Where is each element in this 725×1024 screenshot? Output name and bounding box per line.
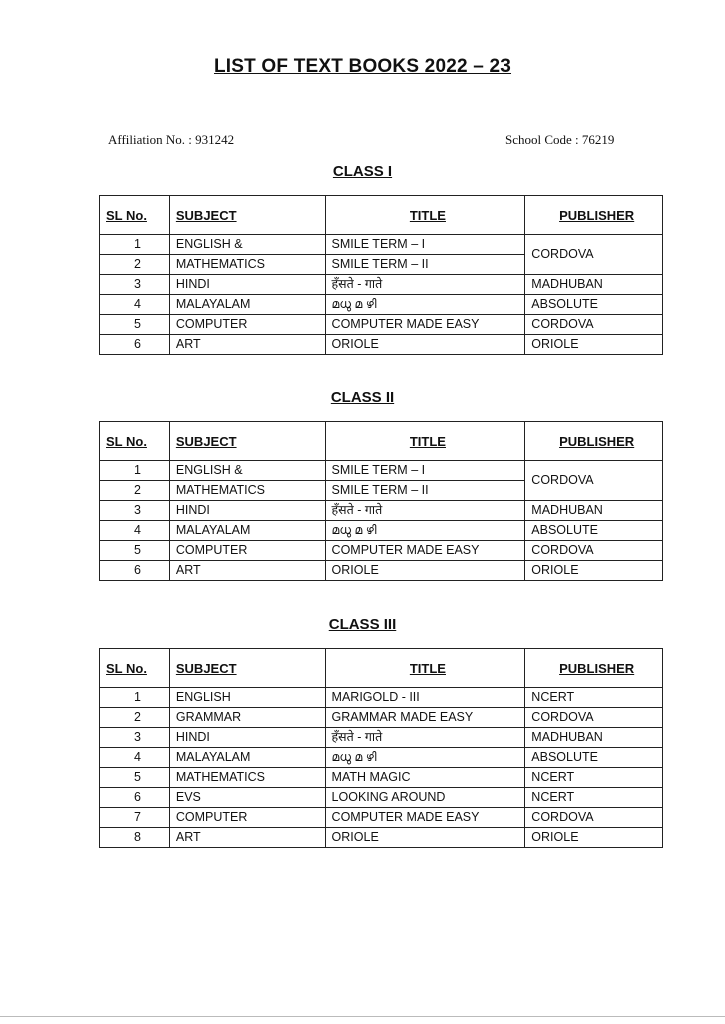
table-row	[100, 728, 663, 748]
class-3-heading: CLASS III	[328, 616, 397, 633]
publisher-cell: CORDOVA	[525, 235, 663, 275]
title-cell: COMPUTER MADE EASY	[325, 808, 525, 828]
page-bottom-divider	[0, 1016, 725, 1017]
subject-cell: MATHEMATICS	[169, 768, 325, 788]
sl-cell: 5	[100, 315, 170, 335]
class-1-table	[99, 195, 663, 355]
table-row	[100, 235, 663, 255]
table-header-row	[100, 196, 663, 235]
subject-cell: COMPUTER	[169, 541, 325, 561]
table-row	[100, 561, 663, 581]
subject-cell: MATHEMATICS	[169, 255, 325, 275]
sl-cell: 2	[100, 708, 170, 728]
sl-cell: 2	[100, 255, 170, 275]
header-subject: SUBJECT	[169, 649, 325, 688]
sl-cell: 1	[100, 235, 170, 255]
header-title: TITLE	[325, 649, 525, 688]
title-cell: हँसते - गाते	[325, 728, 525, 748]
subject-cell: MALAYALAM	[169, 295, 325, 315]
subject-cell: GRAMMAR	[169, 708, 325, 728]
header-title: TITLE	[325, 196, 525, 235]
sl-cell: 3	[100, 501, 170, 521]
sl-cell: 1	[100, 688, 170, 708]
header-publisher: PUBLISHER	[525, 422, 663, 461]
subject-cell: ENGLISH	[169, 688, 325, 708]
title-cell: ORIOLE	[325, 335, 525, 355]
publisher-cell: CORDOVA	[525, 808, 663, 828]
sl-cell: 4	[100, 295, 170, 315]
sl-cell: 7	[100, 808, 170, 828]
table-row	[100, 335, 663, 355]
title-cell: മധു മ ഴി	[325, 295, 525, 315]
subject-cell: ENGLISH &	[169, 235, 325, 255]
table-row	[100, 315, 663, 335]
table-row	[100, 521, 663, 541]
sl-cell: 6	[100, 788, 170, 808]
title-cell: SMILE TERM – I	[325, 235, 525, 255]
title-cell: ORIOLE	[325, 561, 525, 581]
title-cell: SMILE TERM – II	[325, 255, 525, 275]
header-sl-no: SL No.	[100, 422, 170, 461]
table-row	[100, 501, 663, 521]
publisher-cell: NCERT	[525, 768, 663, 788]
title-cell: LOOKING AROUND	[325, 788, 525, 808]
page-title: LIST OF TEXT BOOKS 2022 – 23	[213, 56, 512, 77]
sl-cell: 4	[100, 521, 170, 541]
table-row	[100, 768, 663, 788]
publisher-cell: CORDOVA	[525, 708, 663, 728]
sl-cell: 4	[100, 748, 170, 768]
sl-cell: 3	[100, 275, 170, 295]
title-cell: MATH MAGIC	[325, 768, 525, 788]
table-row	[100, 541, 663, 561]
publisher-cell: MADHUBAN	[525, 501, 663, 521]
table-row	[100, 295, 663, 315]
publisher-cell: CORDOVA	[525, 541, 663, 561]
sl-cell: 5	[100, 541, 170, 561]
sl-cell: 6	[100, 335, 170, 355]
subject-cell: ENGLISH &	[169, 461, 325, 481]
header-publisher: PUBLISHER	[525, 196, 663, 235]
affiliation-number: Affiliation No. : 931242	[108, 132, 235, 147]
school-code: School Code : 76219	[505, 132, 615, 147]
sl-cell: 3	[100, 728, 170, 748]
publisher-cell: ABSOLUTE	[525, 295, 663, 315]
sl-cell: 1	[100, 461, 170, 481]
subject-cell: EVS	[169, 788, 325, 808]
table-row	[100, 828, 663, 848]
subject-cell: HINDI	[169, 501, 325, 521]
title-cell: MARIGOLD - III	[325, 688, 525, 708]
header-title: TITLE	[325, 422, 525, 461]
publisher-cell: ORIOLE	[525, 561, 663, 581]
header-publisher: PUBLISHER	[525, 649, 663, 688]
publisher-cell: ABSOLUTE	[525, 748, 663, 768]
subject-cell: HINDI	[169, 728, 325, 748]
subject-cell: MATHEMATICS	[169, 481, 325, 501]
title-cell: GRAMMAR MADE EASY	[325, 708, 525, 728]
sl-cell: 8	[100, 828, 170, 848]
sl-cell: 5	[100, 768, 170, 788]
table-row	[100, 808, 663, 828]
publisher-cell: NCERT	[525, 788, 663, 808]
title-cell: SMILE TERM – I	[325, 461, 525, 481]
class-1-heading: CLASS I	[332, 163, 393, 180]
subject-cell: ART	[169, 828, 325, 848]
subject-cell: COMPUTER	[169, 808, 325, 828]
table-row	[100, 461, 663, 481]
subject-cell: MALAYALAM	[169, 521, 325, 541]
table-header-row	[100, 649, 663, 688]
title-cell: हँसते - गाते	[325, 275, 525, 295]
subject-cell: ART	[169, 561, 325, 581]
title-cell: SMILE TERM – II	[325, 481, 525, 501]
table-row	[100, 708, 663, 728]
table-header-row	[100, 422, 663, 461]
publisher-cell: ORIOLE	[525, 335, 663, 355]
title-cell: COMPUTER MADE EASY	[325, 541, 525, 561]
subject-cell: ART	[169, 335, 325, 355]
subject-cell: MALAYALAM	[169, 748, 325, 768]
subject-cell: HINDI	[169, 275, 325, 295]
publisher-cell: CORDOVA	[525, 315, 663, 335]
title-cell: ORIOLE	[325, 828, 525, 848]
publisher-cell: MADHUBAN	[525, 728, 663, 748]
title-cell: हँसते - गाते	[325, 501, 525, 521]
table-row	[100, 748, 663, 768]
publisher-cell: NCERT	[525, 688, 663, 708]
title-cell: മധു മ ഴി	[325, 748, 525, 768]
header-subject: SUBJECT	[169, 196, 325, 235]
publisher-cell: ORIOLE	[525, 828, 663, 848]
publisher-cell: ABSOLUTE	[525, 521, 663, 541]
class-3-table	[99, 648, 663, 848]
subject-cell: COMPUTER	[169, 315, 325, 335]
table-row	[100, 275, 663, 295]
table-row	[100, 788, 663, 808]
sl-cell: 2	[100, 481, 170, 501]
header-sl-no: SL No.	[100, 196, 170, 235]
title-cell: മധു മ ഴി	[325, 521, 525, 541]
publisher-cell: MADHUBAN	[525, 275, 663, 295]
class-2-table	[99, 421, 663, 581]
sl-cell: 6	[100, 561, 170, 581]
header-subject: SUBJECT	[169, 422, 325, 461]
table-row	[100, 688, 663, 708]
title-cell: COMPUTER MADE EASY	[325, 315, 525, 335]
header-sl-no: SL No.	[100, 649, 170, 688]
publisher-cell: CORDOVA	[525, 461, 663, 501]
class-2-heading: CLASS II	[330, 389, 395, 406]
